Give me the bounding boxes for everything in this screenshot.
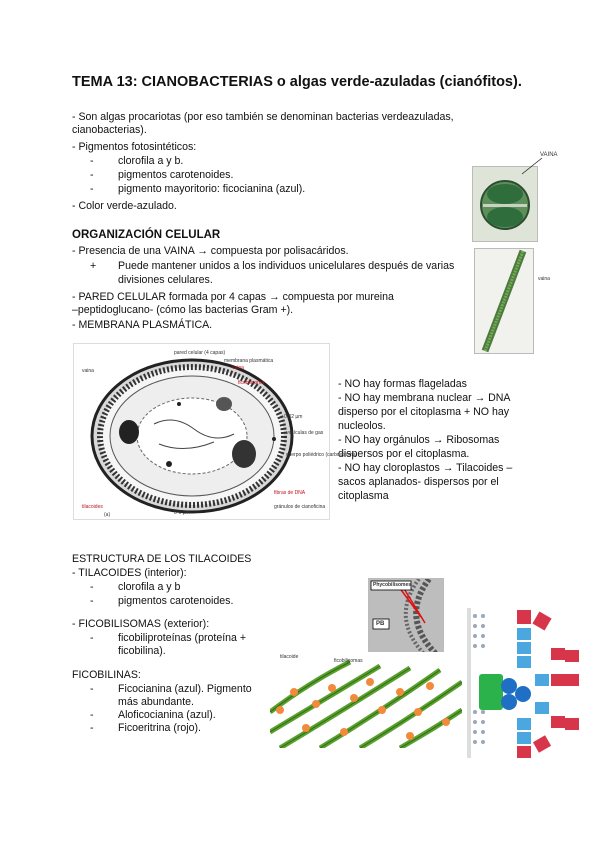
lbl-phycobilisomes: Phycobilisomes	[373, 582, 412, 588]
vaina-arrow	[518, 156, 544, 178]
lbl-adn: fibras de DNA	[274, 490, 306, 496]
phycobilisome-structure-drawing	[465, 602, 583, 762]
ficobilisomas-heading: - FICOBILISOMAS (exterior):	[72, 618, 210, 630]
ficobilina-item-cont: más abundante.	[118, 696, 194, 708]
lbl-pb: PB	[376, 621, 385, 627]
lbl-vaina: vaina	[82, 368, 94, 374]
pigment-item: - pigmento mayoritorio: ficocianina (azul).	[90, 183, 306, 195]
pigment-item: - pigmentos carotenoides.	[90, 169, 234, 181]
lbl-vaina-red: vaina	[232, 365, 244, 371]
note-line: - NO hay formas flageladas	[338, 378, 467, 390]
phycobilisome-drawing	[369, 579, 443, 657]
cell-diagram	[73, 343, 358, 520]
note-line: citoplasma	[338, 490, 389, 502]
phycobilisome-structure	[465, 602, 583, 762]
color-line: - Color verde-azulado.	[72, 200, 177, 212]
tilacoide-item: - clorofila a y b	[90, 581, 181, 593]
micrograph-filament	[474, 248, 534, 354]
phycobilisome-micrograph	[368, 578, 444, 658]
lbl-scale1: 0·02 µm	[284, 414, 303, 420]
pared-line1: - PARED CELULAR formada por 4 capas → compuesta por mureina	[72, 291, 394, 303]
cell-division-drawing	[473, 167, 537, 241]
lbl-scale2: 0·5 µm	[174, 510, 190, 516]
tilacoides-sub: - TILACOIDES (interior):	[72, 567, 187, 579]
note-line: dispersos por el citoplasma.	[338, 448, 470, 460]
note-line: - NO hay orgánulos → Ribosomas	[338, 434, 500, 446]
lbl-ficobilisomas: ficobilisomas	[334, 658, 363, 664]
pigments-heading: - Pigmentos fotosintéticos:	[72, 141, 197, 153]
note-line: - NO hay cloroplastos → Tilacoides –	[338, 462, 513, 474]
ficobilinas-heading: FICOBILINAS:	[72, 669, 141, 681]
page-title: TEMA 13: CIANOBACTERIAS o algas verde-azuladas (cianófitos).	[72, 74, 522, 90]
membrana-line: - MEMBRANA PLASMÁTICA.	[72, 319, 213, 331]
lbl-tilacoides: tilacoides	[82, 504, 103, 510]
intro-line2: cianobacterias).	[72, 124, 147, 136]
lbl-tilacoide: tilacoide	[280, 654, 299, 660]
intro-line1: - Son algas procariotas (por eso también se denominan bacterias verdeazuladas,	[72, 111, 454, 123]
lbl-panel: (a)	[104, 512, 111, 518]
vaina-sub2: divisiones celulares.	[118, 274, 213, 286]
organizacion-heading: ORGANIZACIÓN CELULAR	[72, 229, 221, 241]
ficobilina-item: - Aloficocianina (azul).	[90, 709, 216, 721]
lbl-granulos: gránulos de cianoficina	[274, 504, 326, 510]
tilacoides-heading: ESTRUCTURA DE LOS TILACOIDES	[72, 553, 252, 565]
pared-line2: –peptidoglucano- (cómo las bacterias Gram +).	[72, 304, 294, 316]
note-line: - NO hay membrana nuclear → DNA	[338, 392, 511, 404]
filament-drawing	[475, 249, 533, 353]
thylakoid-drawing	[270, 652, 462, 748]
ficob-item-cont: ficobilina).	[118, 645, 166, 657]
ficobilina-item: - Ficocianina (azul). Pigmento	[90, 683, 252, 695]
vaina-fig-label: VAINA	[540, 152, 558, 158]
lbl-pared: pared celular (4 capas)	[174, 350, 226, 356]
pigment-item: - clorofila a y b.	[90, 155, 184, 167]
thylakoid-illustration	[270, 652, 462, 748]
vaina-sub: + Puede mantener unidos a los individuos unicelulares después de varias	[90, 260, 455, 272]
filament-fig-label: vaina	[538, 276, 550, 282]
ficob-item: - ficobiliproteínas (proteína +	[90, 632, 247, 644]
lbl-membrana: membrana plasmática	[224, 358, 274, 364]
lbl-ficobilisoma: ficobilisoma	[238, 380, 265, 386]
lbl-cuerpo: cuerpo poliédrico (carboxisoma)	[286, 452, 358, 458]
note-line: disperso por el citoplasma + NO hay	[338, 406, 510, 418]
lbl-vesiculas: vesículas de gas	[286, 430, 324, 436]
note-line: sacos aplanados- dispersos por el	[338, 476, 499, 488]
note-line: nucleolos.	[338, 420, 386, 432]
tilacoide-item: - pigmentos carotenoides.	[90, 595, 234, 607]
ficobilina-item: - Ficoeritrina (rojo).	[90, 722, 202, 734]
vaina-line: - Presencia de una VAINA → compuesta por polisacáridos.	[72, 245, 349, 257]
